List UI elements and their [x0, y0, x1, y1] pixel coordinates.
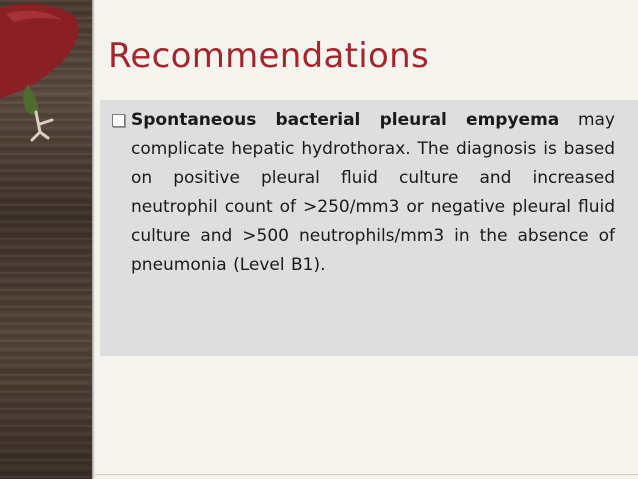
liver-illustration-icon	[0, 0, 92, 150]
wood-panel-edge	[92, 0, 95, 479]
bottom-divider	[95, 474, 638, 475]
slide-title: Recommendations	[108, 36, 429, 76]
recommendation-paragraph	[131, 106, 615, 280]
vessel-shape	[32, 112, 52, 140]
gallbladder-shape	[23, 84, 38, 115]
paragraph-body: may complicate hepatic hydrothorax. The diagnosis is based on positive pleural fluid culture and increased neutrophil count of >250/mm3 or negative pleural fluid culture and >500 neutrophils/mm3 in the absence of pneumonia (Level B1).	[131, 110, 615, 275]
paragraph-lead: Spontaneous bacterial pleural empyema	[131, 110, 560, 130]
square-bullet-icon	[112, 114, 125, 127]
